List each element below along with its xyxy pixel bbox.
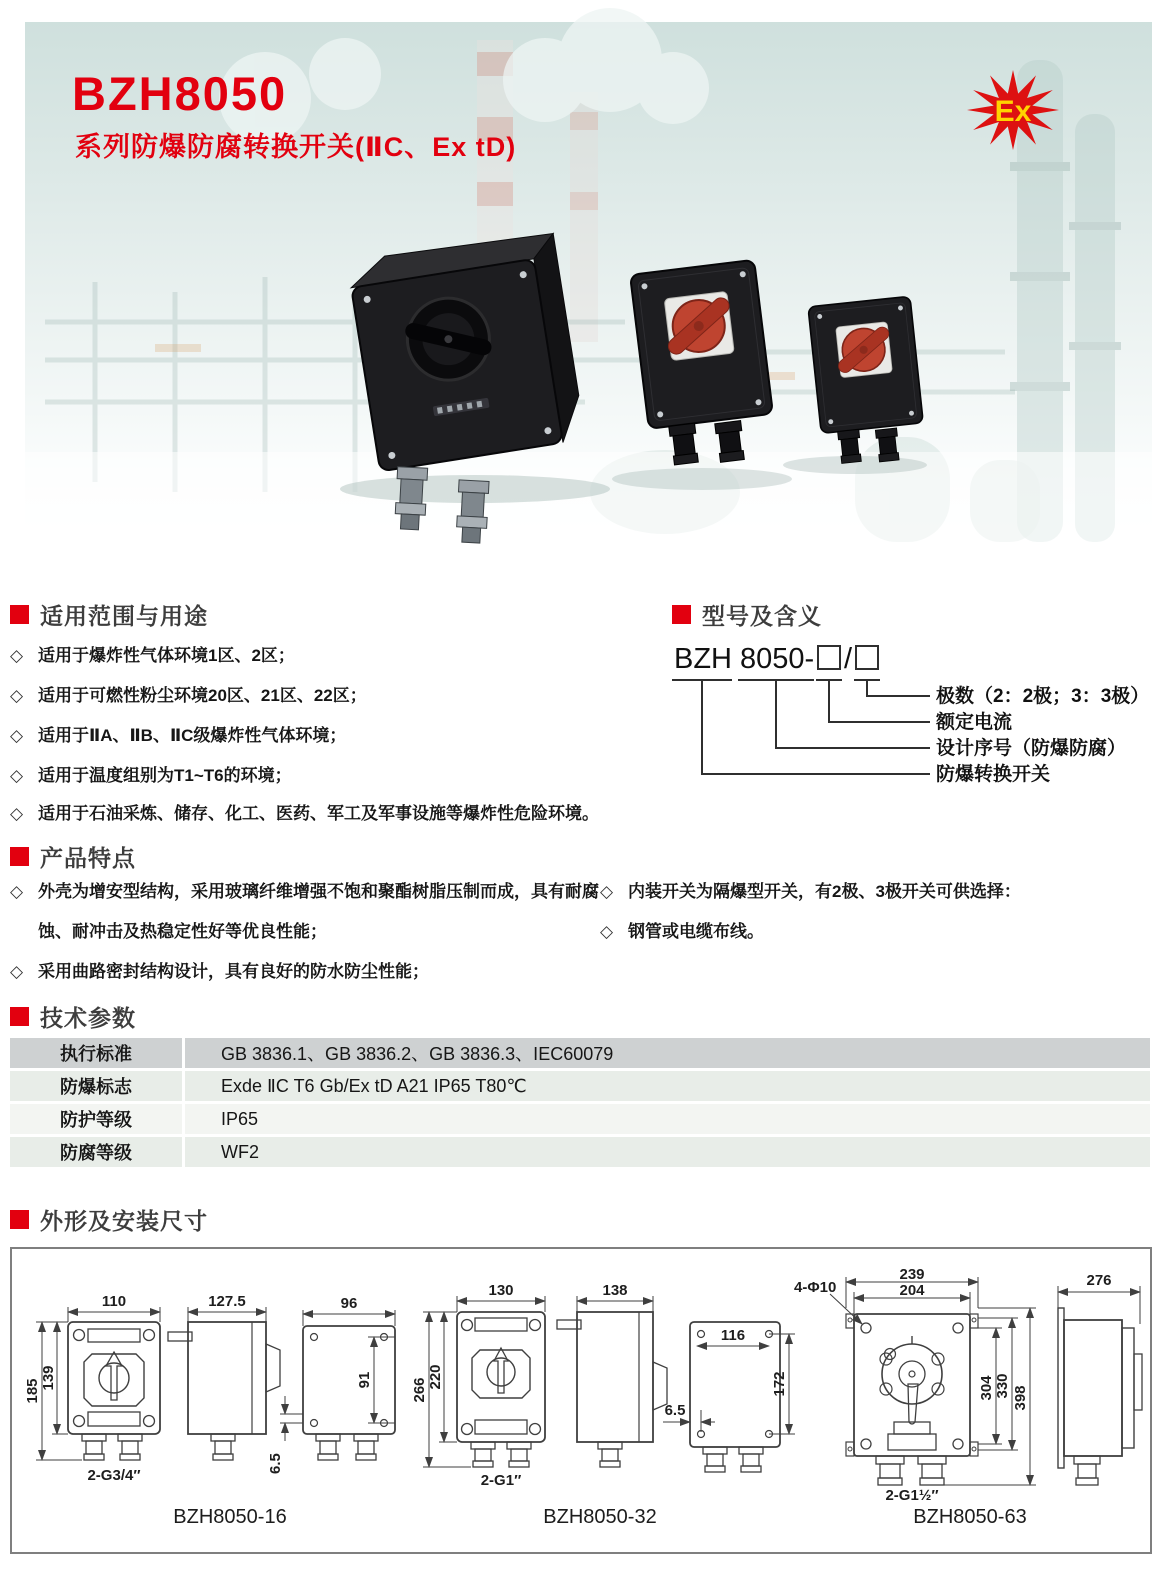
front-view (846, 1314, 978, 1485)
model-prefix: BZH (674, 643, 732, 675)
scope-item: ◇ 适用于可燃性粉尘环境20区、21区、22区； (10, 685, 678, 707)
scope-item: ◇ 适用于石油采炼、储存、化工、医药、军工及军事设施等爆炸性危险环境。 (10, 803, 698, 825)
product-photos (330, 227, 965, 512)
drawing-label-bzh8050-32: BZH8050-32 (543, 1506, 657, 1528)
red-square-bullet (10, 1007, 29, 1026)
param-label: 防腐等级 (60, 1143, 132, 1163)
dim-height-3: 398 (1012, 1385, 1029, 1411)
dim-outer-height: 185 (24, 1378, 41, 1404)
model-placeholder-box (818, 646, 840, 669)
page-subtitle: 系列防爆防腐转换开关(ⅡC、Ex tD) (75, 132, 517, 162)
red-square-bullet (10, 847, 29, 866)
side-view (557, 1312, 667, 1467)
scope-item: ◇ 适用于ⅡA、ⅡB、ⅡC级爆炸性气体环境； (10, 725, 678, 747)
dim-side-width: 138 (602, 1282, 628, 1299)
param-value: GB 3836.1、GB 3836.2、GB 3836.3、IEC60079 (221, 1044, 614, 1064)
dimension-drawing-bzh8050-16 (18, 1282, 413, 1494)
hero-banner (25, 22, 1152, 545)
dim-side-width: 276 (1086, 1272, 1112, 1289)
feature-item: ◇ 钢管或电缆布线。 (600, 912, 1160, 952)
dim-inner-width: 204 (899, 1282, 925, 1299)
model-series: 8050- (740, 643, 815, 675)
model-designation-diagram (672, 634, 1158, 804)
tech-params-table (10, 1038, 1150, 1170)
scope-item: ◇ 适用于爆炸性气体环境1区、2区； (10, 645, 678, 667)
feature-item: ◇ 外壳为增安型结构，采用玻璃纤维增强不饱和聚酯树脂压制而成，具有耐腐蚀、耐冲击及热稳定性好等优良性能； (10, 872, 618, 952)
product-photo-large-box (347, 230, 599, 558)
drawing-label-bzh8050-16: BZH8050-16 (173, 1506, 287, 1528)
dim-inner-height: 139 (40, 1365, 57, 1391)
front-view (68, 1322, 160, 1460)
model-label-switch-type: 防爆转换开关 (936, 764, 1051, 785)
back-view (303, 1326, 395, 1460)
table-row (10, 1104, 1150, 1134)
param-value: Exde ⅡC T6 Gb/Ex tD A21 IP65 T80℃ (221, 1075, 527, 1096)
feature-item: ◇ 内装开关为隔爆型开关，有2极、3极开关可供选择： (600, 872, 1160, 912)
ex-mark-text: Ex (994, 95, 1032, 128)
side-view (1058, 1308, 1142, 1485)
model-diagram-leader-lines (672, 680, 930, 774)
dim-front-width: 130 (488, 1282, 514, 1299)
dim-side-width: 127.5 (208, 1293, 246, 1310)
model-label-design-serial: 设计序号（防爆防腐） (936, 738, 1127, 759)
scope-item: ◇ 适用于温度组别为T1~T6的环境； (10, 765, 678, 787)
dim-back-inner-height: 172 (771, 1371, 788, 1397)
dim-front-width: 110 (101, 1293, 127, 1310)
ex-certification-star-icon (963, 64, 1063, 156)
table-row (10, 1137, 1150, 1167)
section-heading-scope: 适用范围与用途 (10, 598, 208, 631)
thread-label: 2-G3/4″ (87, 1467, 141, 1484)
dim-height-2: 330 (994, 1373, 1011, 1399)
thread-label: 2-G1″ (480, 1472, 522, 1489)
thread-label: 2-G1½″ (885, 1487, 939, 1504)
param-value: IP65 (221, 1108, 259, 1129)
dim-outer-width: 239 (899, 1266, 925, 1283)
dim-back-width: 96 (340, 1295, 358, 1312)
dim-back-width: 116 (720, 1327, 746, 1344)
front-view (457, 1312, 545, 1467)
feature-item: ◇ 采用曲路密封结构设计，具有良好的防水防尘性能； (10, 952, 618, 992)
product-photo-medium-box (630, 260, 778, 471)
dim-outer-height: 266 (411, 1377, 428, 1403)
dim-back-inner-height: 91 (356, 1371, 373, 1389)
table-row (10, 1071, 1150, 1101)
back-view (690, 1322, 780, 1472)
section-heading-tech-params: 技术参数 (10, 1000, 136, 1033)
red-square-bullet (672, 605, 691, 624)
page-title: BZH8050 (72, 67, 288, 120)
section-heading-dimensions: 外形及安装尺寸 (10, 1203, 208, 1236)
dim-mounting-holes: 4-Φ10 (794, 1279, 837, 1296)
drawing-label-bzh8050-63: BZH8050-63 (913, 1506, 1027, 1528)
dim-inner-height: 220 (427, 1364, 444, 1390)
red-square-bullet (10, 605, 29, 624)
dim-height-1: 304 (978, 1375, 995, 1401)
dimension-drawing-bzh8050-63 (790, 1266, 1150, 1504)
dimension-lines (36, 1307, 395, 1460)
model-placeholder-box (856, 646, 878, 669)
param-label: 执行标准 (60, 1044, 132, 1064)
dim-offset: 6.5 (664, 1402, 686, 1419)
param-label: 防爆标志 (60, 1077, 132, 1097)
dim-offset: 6.5 (267, 1453, 284, 1474)
param-label: 防护等级 (60, 1110, 132, 1130)
side-view (168, 1322, 280, 1460)
section-heading-model-meaning: 型号及含义 (672, 598, 822, 631)
param-value: WF2 (221, 1141, 259, 1162)
section-heading-features: 产品特点 (10, 840, 136, 873)
model-slash: / (844, 643, 853, 675)
product-photo-small-box (808, 296, 927, 467)
table-row (10, 1038, 1150, 1068)
model-label-rated-current: 额定电流 (936, 712, 1013, 733)
dimension-drawing-bzh8050-32 (405, 1282, 800, 1494)
red-square-bullet (10, 1210, 29, 1229)
model-label-poles: 极数（2：2极；3：3极） (936, 686, 1150, 707)
